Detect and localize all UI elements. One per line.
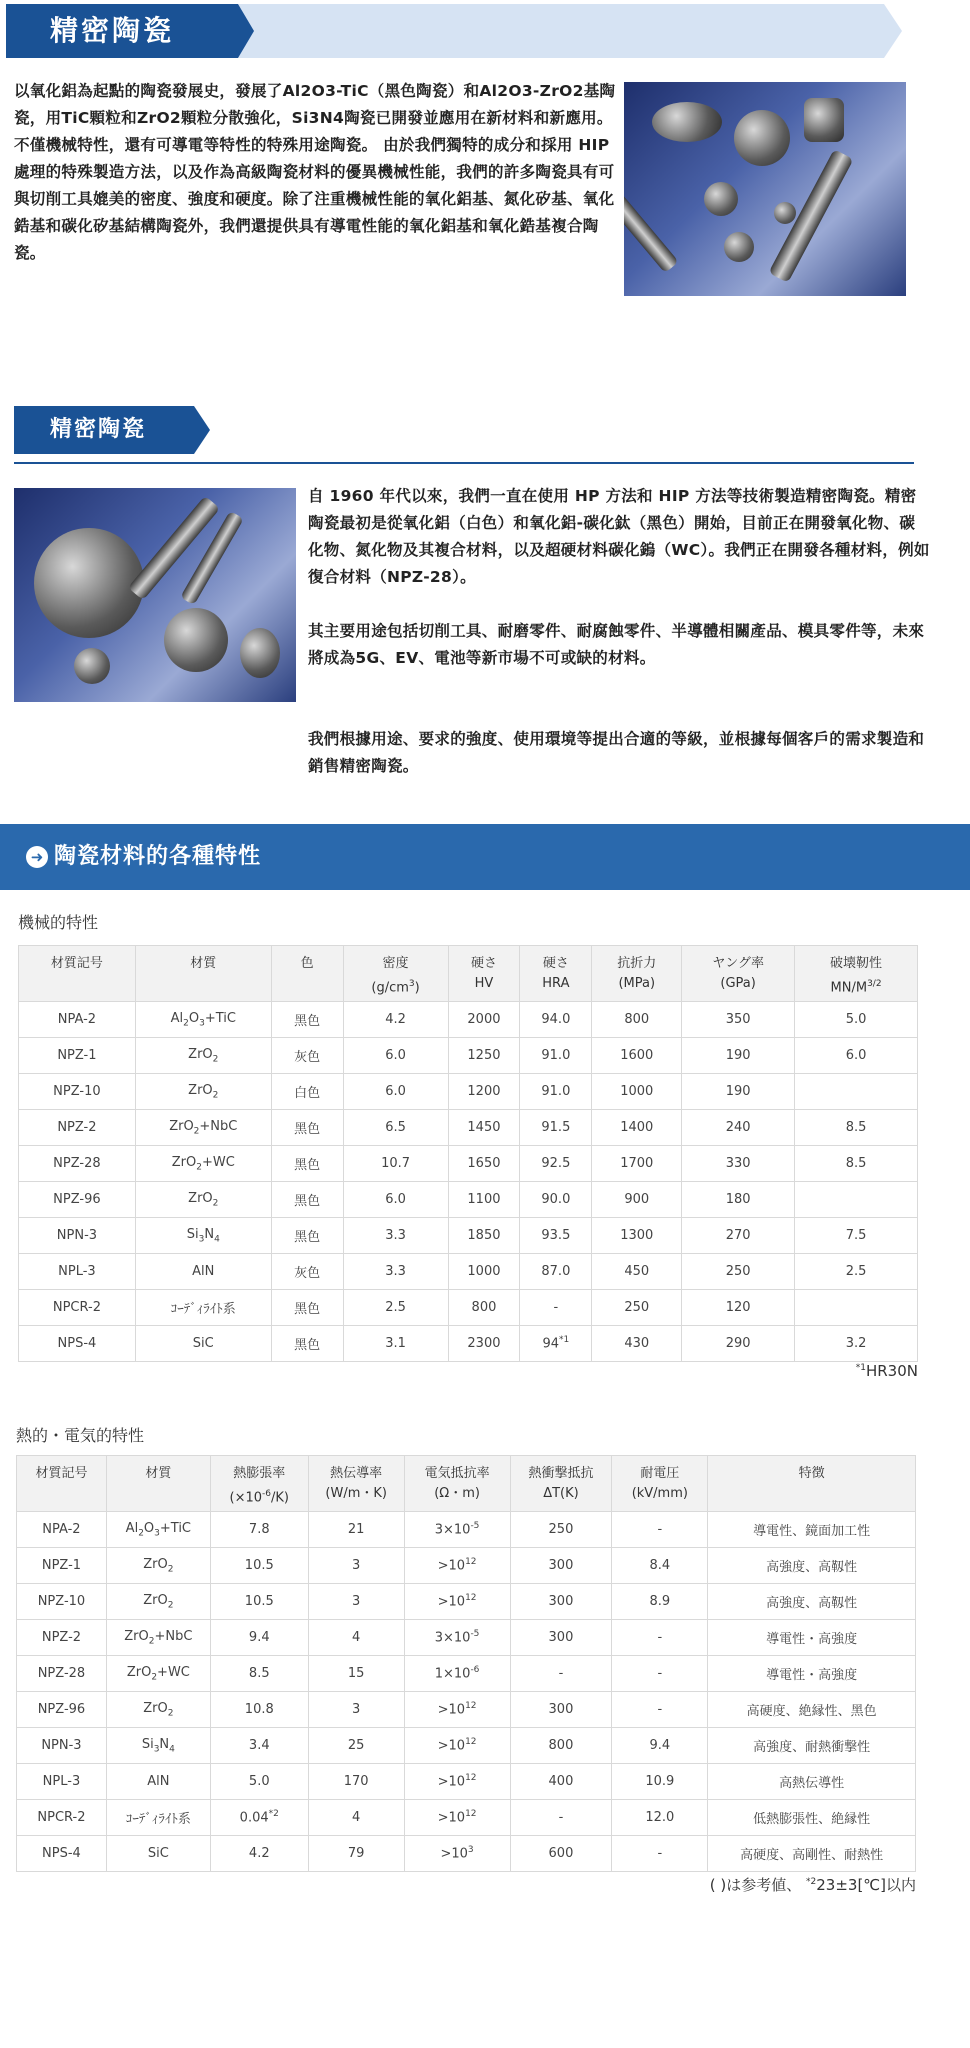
thermal-cell: 21	[308, 1512, 404, 1548]
thermal-cell: 10.9	[612, 1764, 708, 1800]
thermal-cell: 5.0	[210, 1764, 308, 1800]
thermal-cell: 高強度、高靱性	[708, 1584, 916, 1620]
properties-banner	[0, 824, 970, 890]
thermal-cell: $>10^3$	[404, 1836, 510, 1872]
mech-cell: 270	[682, 1218, 795, 1254]
thermal-cell: ZrO$_2$	[106, 1584, 210, 1620]
thermal-row	[17, 1548, 916, 1584]
mech-cell: 1300	[592, 1218, 682, 1254]
mech-cell: 1850	[448, 1218, 520, 1254]
mech-cell: 6.0	[343, 1038, 448, 1074]
thermal-cell: -	[510, 1656, 612, 1692]
thermal-row	[17, 1656, 916, 1692]
arrow-right-icon: ➜	[26, 846, 48, 868]
mech-cell: 190	[682, 1038, 795, 1074]
mech-header-density: 密度 $(g/cm^3)$	[343, 946, 448, 1002]
section2-paragraph-3: 我們根據用途、要求的強度、使用環境等提出合適的等級，並根據每個客戶的需求製造和銷售精密陶瓷。	[308, 730, 925, 775]
thermal-cell: $Al_2O_3+TiC$	[106, 1512, 210, 1548]
mech-cell: 1200	[448, 1074, 520, 1110]
thermal-cell: 10.5	[210, 1584, 308, 1620]
thermal-cell: 3.4	[210, 1728, 308, 1764]
mech-cell: 900	[592, 1182, 682, 1218]
mech-row	[19, 1182, 918, 1218]
thermal-header-material: 材質	[106, 1456, 210, 1512]
mech-header-strength: 抗折力 (MPa)	[592, 946, 682, 1002]
mech-cell: 1100	[448, 1182, 520, 1218]
mech-cell: 190	[682, 1074, 795, 1110]
mech-cell: 5.0	[795, 1002, 918, 1038]
section2-paragraph-1: 自 1960 年代以來，我們一直在使用 HP 方法和 HIP 方法等技術製造精密陶瓷。精密陶瓷最初是從氧化鋁（白色）和氧化鋁-碳化鈦（黑色）開始，目前正在開發氧化物、碳化物、氮化物及其複合材料，以及超硬材料碳化鎢（WC）。我們正在開發各種材料，例如復合材料（NPZ-28）。	[308, 487, 930, 586]
mech-cell	[795, 1182, 918, 1218]
thermal-cell: 導電性・高強度	[708, 1620, 916, 1656]
thermal-cell: 低熱膨張性、絶縁性	[708, 1800, 916, 1836]
mech-footnote: $^{*1}$HR30N	[855, 1362, 918, 1380]
thermal-cell: 8.9	[612, 1584, 708, 1620]
thermal-header-expansion: 熱膨張率 $(\times 10^{-6}/K)$	[210, 1456, 308, 1512]
thermal-cell: -	[612, 1620, 708, 1656]
mech-cell: 6.0	[343, 1182, 448, 1218]
mech-cell: 250	[682, 1254, 795, 1290]
thermal-properties-table	[16, 1455, 916, 1872]
mech-header-material: 材質	[135, 946, 271, 1002]
mech-cell: ZrO$_2$+NbC	[135, 1110, 271, 1146]
section2-title: 精密陶瓷	[50, 417, 147, 442]
mech-cell: 91.0	[520, 1038, 592, 1074]
thermal-cell: 3	[308, 1692, 404, 1728]
mech-cell: 灰色	[271, 1038, 343, 1074]
thermal-header-code: 材質記号	[17, 1456, 107, 1512]
thermal-cell: 12.0	[612, 1800, 708, 1836]
mech-cell: 1600	[592, 1038, 682, 1074]
thermal-cell: $>10^{12}$	[404, 1764, 510, 1800]
mech-cell: 10.7	[343, 1146, 448, 1182]
thermal-cell: -	[612, 1512, 708, 1548]
thermal-header-features: 特徴	[708, 1456, 916, 1512]
thermal-cell: 79	[308, 1836, 404, 1872]
thermal-cell: 3	[308, 1584, 404, 1620]
properties-banner-title: 陶瓷材料的各種特性	[54, 844, 262, 869]
thermal-cell: 高強度、耐熱衝撃性	[708, 1728, 916, 1764]
thermal-cell: $1\times 10^{-6}$	[404, 1656, 510, 1692]
mech-cell: ZrO$_2$	[135, 1074, 271, 1110]
mech-cell: 3.2	[795, 1326, 918, 1362]
mech-cell: 94.0	[520, 1002, 592, 1038]
mech-cell: 91.5	[520, 1110, 592, 1146]
mech-row	[19, 1038, 918, 1074]
thermal-cell: NPZ-2	[17, 1620, 107, 1656]
thermal-cell: 導電性、鏡面加工性	[708, 1512, 916, 1548]
thermal-cell: NPZ-28	[17, 1656, 107, 1692]
mech-cell	[795, 1074, 918, 1110]
thermal-cell: NPL-3	[17, 1764, 107, 1800]
thermal-cell: NPN-3	[17, 1728, 107, 1764]
thermal-cell: NPCR-2	[17, 1800, 107, 1836]
section1-title: 精密陶瓷	[50, 14, 175, 47]
thermal-cell: ZrO$_2$+WC	[106, 1656, 210, 1692]
mech-cell: 黑色	[271, 1326, 343, 1362]
mech-cell: 2.5	[795, 1254, 918, 1290]
mech-cell: NPZ-96	[19, 1182, 136, 1218]
thermal-cell: $>10^{12}$	[404, 1800, 510, 1836]
thermal-cell: AlN	[106, 1764, 210, 1800]
thermal-cell: 250	[510, 1512, 612, 1548]
thermal-cell: 高強度、高靱性	[708, 1548, 916, 1584]
mech-cell: 91.0	[520, 1074, 592, 1110]
mech-cell: $Al_2O_3+TiC$	[135, 1002, 271, 1038]
thermal-cell: NPZ-10	[17, 1584, 107, 1620]
thermal-cell: ｺｰﾃﾞｨﾗｲﾄ系	[106, 1800, 210, 1836]
thermal-cell: $3\times 10^{-5}$	[404, 1620, 510, 1656]
mech-cell: 1700	[592, 1146, 682, 1182]
mech-cell: 2000	[448, 1002, 520, 1038]
thermal-header-resistivity: 電気抵抗率 (Ω・m)	[404, 1456, 510, 1512]
mech-cell: NPA-2	[19, 1002, 136, 1038]
thermal-cell: $3\times 10^{-5}$	[404, 1512, 510, 1548]
thermal-cell: NPA-2	[17, 1512, 107, 1548]
mech-cell: 290	[682, 1326, 795, 1362]
thermal-row	[17, 1800, 916, 1836]
mech-cell: 灰色	[271, 1254, 343, 1290]
mech-header-hv: 硬さ HV	[448, 946, 520, 1002]
thermal-cell: 15	[308, 1656, 404, 1692]
thermal-cell: 300	[510, 1584, 612, 1620]
mech-cell: 2300	[448, 1326, 520, 1362]
mech-cell: 6.5	[343, 1110, 448, 1146]
thermal-row	[17, 1692, 916, 1728]
mech-cell	[795, 1290, 918, 1326]
thermal-cell: 高硬度、高剛性、耐熱性	[708, 1836, 916, 1872]
thermal-cell: 4.2	[210, 1836, 308, 1872]
thermal-row	[17, 1584, 916, 1620]
thermal-cell: 4	[308, 1800, 404, 1836]
thermal-cell: 600	[510, 1836, 612, 1872]
mech-cell: NPL-3	[19, 1254, 136, 1290]
thermal-cell: 170	[308, 1764, 404, 1800]
mech-cell: ZrO$_2$	[135, 1182, 271, 1218]
mech-cell: 1000	[592, 1074, 682, 1110]
mech-header-toughness: 破壊靭性 $MN/M^{3/2}$	[795, 946, 918, 1002]
mech-cell: 3.1	[343, 1326, 448, 1362]
thermal-cell: -	[612, 1656, 708, 1692]
mech-cell: NPZ-2	[19, 1110, 136, 1146]
mech-cell: ZrO$_2$+WC	[135, 1146, 271, 1182]
mech-row	[19, 1146, 918, 1182]
thermal-cell: SiC	[106, 1836, 210, 1872]
mech-header-hra: 硬さ HRA	[520, 946, 592, 1002]
mech-cell: 8.5	[795, 1146, 918, 1182]
mech-properties-table	[18, 945, 918, 1362]
thermal-row	[17, 1620, 916, 1656]
thermal-cell: NPS-4	[17, 1836, 107, 1872]
mech-header-code: 材質記号	[19, 946, 136, 1002]
thermal-cell: 8.4	[612, 1548, 708, 1584]
section2-divider	[14, 462, 914, 464]
mech-cell: 1000	[448, 1254, 520, 1290]
mech-table-title: 機械的特性	[18, 913, 99, 932]
thermal-header-conductivity: 熱伝導率 (W/m・K)	[308, 1456, 404, 1512]
mech-cell: 6.0	[343, 1074, 448, 1110]
thermal-cell: 導電性・高強度	[708, 1656, 916, 1692]
thermal-cell: $>10^{12}$	[404, 1728, 510, 1764]
thermal-cell: 8.5	[210, 1656, 308, 1692]
mech-cell: 8.5	[795, 1110, 918, 1146]
thermal-cell: $Si_3N_4$	[106, 1728, 210, 1764]
mech-cell: 94$^{*1}$	[520, 1326, 592, 1362]
mech-cell: ZrO$_2$	[135, 1038, 271, 1074]
thermal-row	[17, 1764, 916, 1800]
mech-row	[19, 1254, 918, 1290]
thermal-cell: $>10^{12}$	[404, 1584, 510, 1620]
mech-cell: 350	[682, 1002, 795, 1038]
thermal-cell: 7.8	[210, 1512, 308, 1548]
mech-row	[19, 1326, 918, 1362]
mech-cell: -	[520, 1290, 592, 1326]
thermal-cell: 4	[308, 1620, 404, 1656]
thermal-cell: 9.4	[210, 1620, 308, 1656]
mech-cell: 330	[682, 1146, 795, 1182]
mech-cell: 3.3	[343, 1254, 448, 1290]
mech-cell: 1400	[592, 1110, 682, 1146]
thermal-cell: 3	[308, 1548, 404, 1584]
mech-cell: 白色	[271, 1074, 343, 1110]
thermal-header-voltage: 耐電圧 (kV/mm)	[612, 1456, 708, 1512]
mech-cell: 黑色	[271, 1002, 343, 1038]
thermal-cell: ZrO$_2$	[106, 1692, 210, 1728]
mech-cell: 90.0	[520, 1182, 592, 1218]
thermal-cell: 9.4	[612, 1728, 708, 1764]
thermal-cell: -	[612, 1836, 708, 1872]
section1-header	[6, 4, 902, 58]
mech-cell: NPN-3	[19, 1218, 136, 1254]
thermal-header-shock: 熱衝撃抵抗 ΔT(K)	[510, 1456, 612, 1512]
mech-cell: 120	[682, 1290, 795, 1326]
mech-cell: 250	[592, 1290, 682, 1326]
thermal-row	[17, 1728, 916, 1764]
thermal-table-title: 熱的・電気的特性	[16, 1426, 145, 1445]
mech-cell: 4.2	[343, 1002, 448, 1038]
section2-header	[14, 406, 210, 454]
thermal-cell: 0.04$^{*2}$	[210, 1800, 308, 1836]
section2-paragraph-2: 其主要用途包括切削工具、耐磨零件、耐腐蝕零件、半導體相關產品、模具零件等，未來將成為5G、EV、電池等新市場不可或缺的材料。	[308, 622, 925, 667]
thermal-footnote: ( )は参考値、 $^{*2}$23±3[℃]以内	[709, 1876, 916, 1894]
mech-cell: 黑色	[271, 1146, 343, 1182]
mech-row	[19, 1290, 918, 1326]
mech-cell: NPZ-1	[19, 1038, 136, 1074]
mech-cell: 6.0	[795, 1038, 918, 1074]
thermal-cell: NPZ-1	[17, 1548, 107, 1584]
mech-cell: 800	[592, 1002, 682, 1038]
thermal-cell: 300	[510, 1692, 612, 1728]
mech-cell: 黑色	[271, 1290, 343, 1326]
mech-cell: 180	[682, 1182, 795, 1218]
mech-cell: 430	[592, 1326, 682, 1362]
thermal-cell: 10.8	[210, 1692, 308, 1728]
ceramic-parts-photo-2	[14, 488, 296, 702]
thermal-cell: 800	[510, 1728, 612, 1764]
section1-paragraph: 以氧化鋁為起點的陶瓷發展史，發展了Al2O3-TiC（黑色陶瓷）和Al2O3-ZrO2基陶瓷，用TiC顆粒和ZrO2顆粒分散強化，Si3N4陶瓷已開發並應用在新材料和新應用。 不僅機械特性，還有可導電等特性的特殊用途陶瓷。 由於我們獨特的成分和採用 HIP 處理的特殊製造方法，以及作為高級陶瓷材料的優異機械性能，我們的許多陶瓷具有可與切削工具媲美的密度、強度和硬度。除了注重機械性能的氧化鋁基、氮化矽基、氧化鋯基和碳化矽基結構陶瓷外，我們還提供具有導電性能的氧化鋁基和氧化鋯基複合陶瓷。	[14, 82, 616, 262]
mech-cell: 92.5	[520, 1146, 592, 1182]
thermal-cell: 25	[308, 1728, 404, 1764]
thermal-row	[17, 1512, 916, 1548]
thermal-cell: 300	[510, 1620, 612, 1656]
mech-cell: 800	[448, 1290, 520, 1326]
mech-cell: $Si_3N_4$	[135, 1218, 271, 1254]
mech-cell: 2.5	[343, 1290, 448, 1326]
thermal-cell: -	[612, 1692, 708, 1728]
mech-cell: SiC	[135, 1326, 271, 1362]
thermal-cell: 400	[510, 1764, 612, 1800]
mech-cell: 240	[682, 1110, 795, 1146]
mech-row	[19, 1110, 918, 1146]
thermal-row	[17, 1836, 916, 1872]
mech-cell: 450	[592, 1254, 682, 1290]
mech-cell: NPZ-10	[19, 1074, 136, 1110]
mech-row	[19, 1002, 918, 1038]
thermal-cell: 10.5	[210, 1548, 308, 1584]
thermal-cell: $>10^{12}$	[404, 1548, 510, 1584]
mech-cell: 1250	[448, 1038, 520, 1074]
mech-header-young: ヤング率 (GPa)	[682, 946, 795, 1002]
thermal-cell: 高硬度、絶縁性、黑色	[708, 1692, 916, 1728]
ceramic-parts-photo-1	[624, 82, 906, 296]
mech-cell: NPZ-28	[19, 1146, 136, 1182]
mech-cell: 黑色	[271, 1110, 343, 1146]
thermal-cell: 高熱伝導性	[708, 1764, 916, 1800]
mech-row	[19, 1218, 918, 1254]
mech-row	[19, 1074, 918, 1110]
mech-cell: 黑色	[271, 1182, 343, 1218]
mech-cell: 87.0	[520, 1254, 592, 1290]
mech-cell: NPCR-2	[19, 1290, 136, 1326]
mech-cell: 3.3	[343, 1218, 448, 1254]
mech-header-color: 色	[271, 946, 343, 1002]
thermal-cell: ZrO$_2$	[106, 1548, 210, 1584]
mech-cell: 93.5	[520, 1218, 592, 1254]
mech-cell: AlN	[135, 1254, 271, 1290]
thermal-cell: $>10^{12}$	[404, 1692, 510, 1728]
mech-cell: 7.5	[795, 1218, 918, 1254]
thermal-cell: ZrO$_2$+NbC	[106, 1620, 210, 1656]
mech-cell: 1450	[448, 1110, 520, 1146]
thermal-cell: -	[510, 1800, 612, 1836]
mech-cell: 黑色	[271, 1218, 343, 1254]
mech-cell: ｺｰﾃﾞｨﾗｲﾄ系	[135, 1290, 271, 1326]
thermal-cell: 300	[510, 1548, 612, 1584]
thermal-cell: NPZ-96	[17, 1692, 107, 1728]
mech-cell: 1650	[448, 1146, 520, 1182]
mech-cell: NPS-4	[19, 1326, 136, 1362]
